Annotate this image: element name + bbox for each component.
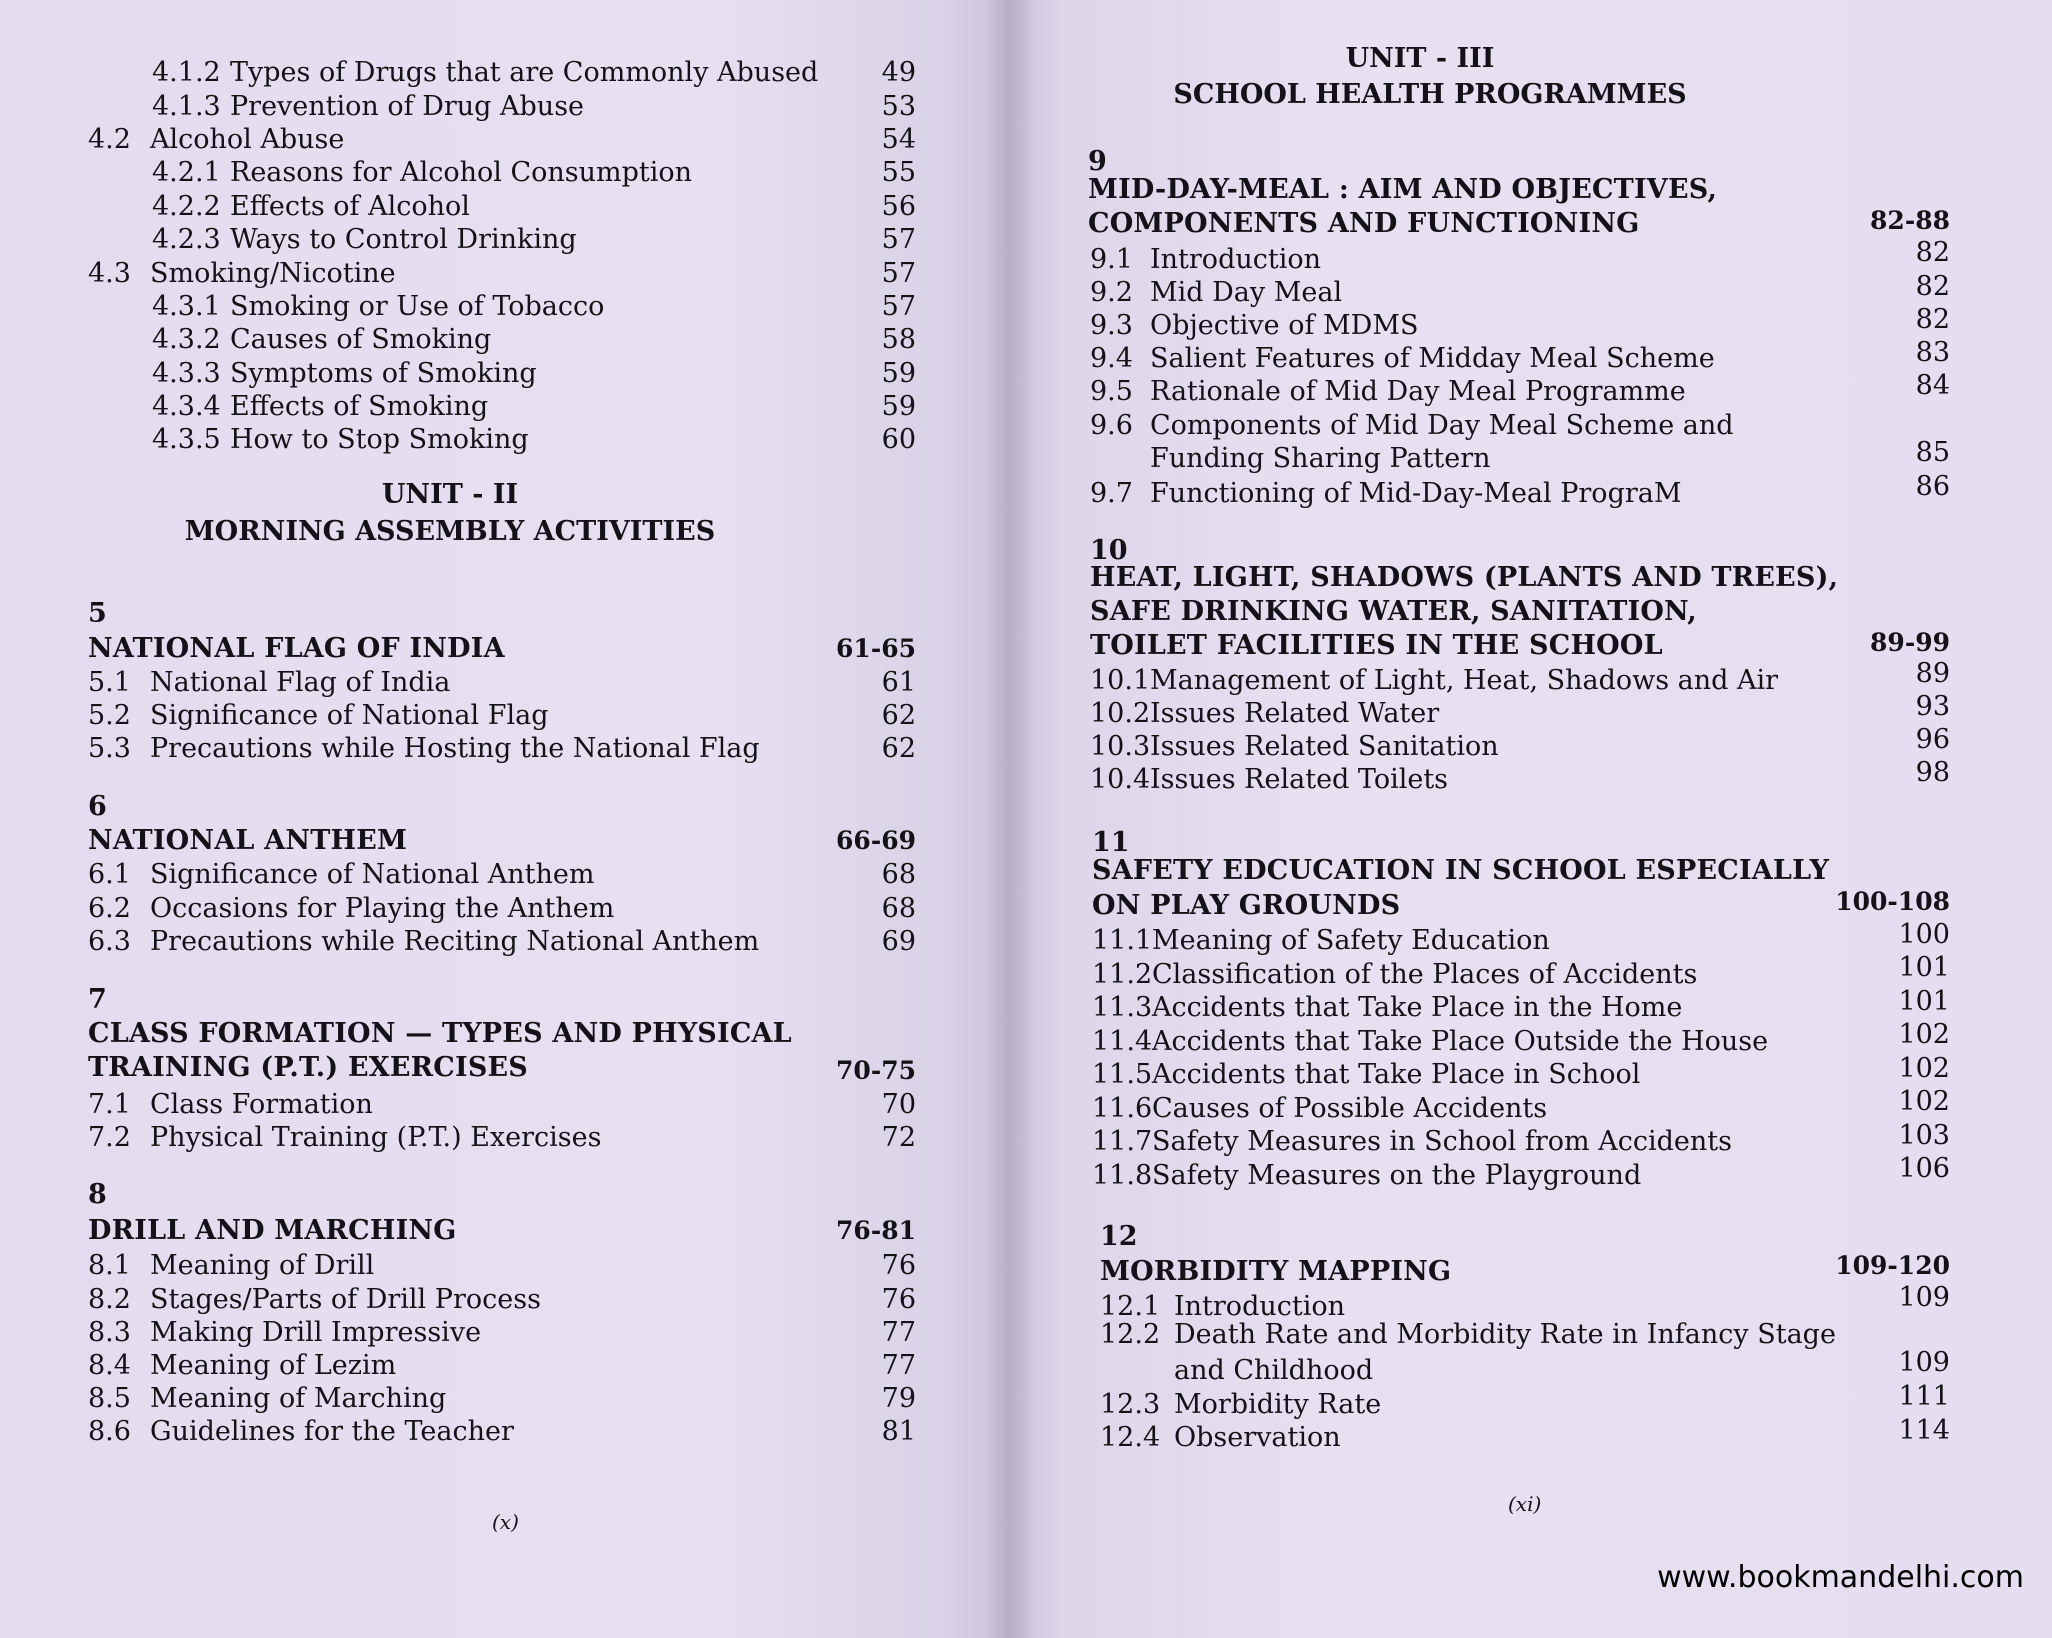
chapter-number: 7	[88, 984, 107, 1015]
toc-entry: 4.2.2 Effects of Alcohol	[152, 191, 470, 222]
page-number: 76	[881, 1284, 916, 1315]
book-gutter	[985, 0, 1035, 1638]
toc-entry: 4.3.3 Symptoms of Smoking	[152, 358, 537, 389]
page-number: 86	[1915, 471, 1950, 502]
toc-entry: 11.3Accidents that Take Place in the Home	[1092, 992, 1683, 1023]
page-number: 62	[881, 733, 916, 764]
chapter-title: TOILET FACILITIES IN THE SCHOOL	[1090, 630, 1663, 661]
unit-title: MORNING ASSEMBLY ACTIVITIES	[184, 516, 716, 547]
toc-entry: 12.2 Death Rate and Morbidity Rate in Infancy Stage	[1100, 1319, 1836, 1350]
chapter-number: 9	[1088, 146, 1107, 177]
toc-entry: 9.4 Salient Features of Midday Meal Scheme	[1090, 343, 1715, 374]
chapter-pages: 89-99	[1870, 628, 1950, 657]
toc-entry: 4.2 Alcohol Abuse	[88, 124, 345, 155]
toc-entry: 4.3 Smoking/Nicotine	[88, 258, 396, 289]
chapter-pages: 76-81	[836, 1216, 916, 1245]
page-number: 60	[881, 424, 916, 455]
toc-entry-continuation: Funding Sharing Pattern	[1150, 443, 1491, 474]
toc-entry: 8.4 Meaning of Lezim	[88, 1350, 397, 1381]
chapter-number: 8	[88, 1179, 107, 1210]
page-number: 101	[1898, 952, 1950, 983]
toc-entry: 8.6 Guidelines for the Teacher	[88, 1416, 514, 1447]
toc-entry: 11.2Classification of the Places of Accidents	[1092, 959, 1698, 990]
chapter-pages: 100-108	[1835, 887, 1950, 916]
folio: (x)	[492, 1510, 519, 1534]
watermark: www.bookmandelhi.com	[1657, 1560, 2024, 1595]
toc-entry: 4.3.4 Effects of Smoking	[152, 391, 489, 422]
chapter-pages: 70-75	[836, 1056, 916, 1085]
toc-entry: 4.1.2 Types of Drugs that are Commonly Abused	[152, 57, 819, 88]
chapter-number: 11	[1092, 827, 1130, 858]
page-number: 82	[1915, 304, 1950, 335]
toc-entry: 11.8Safety Measures on the Playground	[1092, 1160, 1642, 1191]
chapter-title: ON PLAY GROUNDS	[1092, 890, 1401, 921]
toc-entry: 5.1 National Flag of India	[88, 667, 451, 698]
right-page	[1010, 0, 2052, 1638]
page-number: 54	[881, 124, 916, 155]
toc-entry: 4.3.1 Smoking or Use of Tobacco	[152, 291, 605, 322]
page-number: 102	[1898, 1053, 1950, 1084]
page-number: 72	[881, 1122, 916, 1153]
toc-entry: 11.1Meaning of Safety Education	[1092, 925, 1550, 956]
page-number: 81	[881, 1416, 916, 1447]
page-number: 83	[1915, 337, 1950, 368]
page-number: 109	[1898, 1347, 1950, 1378]
toc-entry: 4.2.1 Reasons for Alcohol Consumption	[152, 157, 693, 188]
chapter-title: NATIONAL FLAG OF INDIA	[88, 633, 505, 664]
page-number: 98	[1915, 757, 1950, 788]
chapter-title: DRILL AND MARCHING	[88, 1215, 457, 1246]
page-number: 100	[1898, 919, 1950, 950]
page-number: 109	[1898, 1282, 1950, 1313]
page-number: 68	[881, 893, 916, 924]
page-number: 62	[881, 700, 916, 731]
toc-entry: 6.1 Significance of National Anthem	[88, 859, 595, 890]
toc-entry: 12.3 Morbidity Rate	[1100, 1389, 1382, 1420]
chapter-number: 5	[88, 598, 107, 629]
toc-entry: 9.6 Components of Mid Day Meal Scheme and	[1090, 410, 1734, 441]
page-number: 57	[881, 224, 916, 255]
toc-entry: 6.2 Occasions for Playing the Anthem	[88, 893, 615, 924]
left-page	[0, 0, 1010, 1638]
page-number: 77	[881, 1350, 916, 1381]
chapter-pages: 66-69	[836, 826, 916, 855]
chapter-number: 6	[88, 791, 107, 822]
toc-entry: 12.4 Observation	[1100, 1422, 1341, 1453]
toc-entry: 11.5Accidents that Take Place in School	[1092, 1059, 1641, 1090]
page-number: 111	[1898, 1381, 1950, 1412]
toc-entry: 10.1Management of Light, Heat, Shadows and Air	[1090, 665, 1779, 696]
page-number: 57	[881, 291, 916, 322]
page-number: 103	[1898, 1120, 1950, 1151]
page-number: 58	[881, 324, 916, 355]
toc-entry: 10.3Issues Related Sanitation	[1090, 731, 1499, 762]
toc-entry: 9.1 Introduction	[1090, 244, 1321, 275]
toc-entry: 10.2Issues Related Water	[1090, 698, 1440, 729]
chapter-number: 10	[1090, 535, 1128, 566]
toc-entry-continuation: and Childhood	[1174, 1355, 1374, 1386]
chapter-title: MID-DAY-MEAL : AIM AND OBJECTIVES,	[1088, 174, 1718, 205]
toc-entry: 9.2 Mid Day Meal	[1090, 277, 1343, 308]
page-number: 70	[881, 1089, 916, 1120]
toc-entry: 11.7Safety Measures in School from Accidents	[1092, 1126, 1732, 1157]
toc-entry: 12.1 Introduction	[1100, 1291, 1345, 1322]
page-number: 106	[1898, 1153, 1950, 1184]
chapter-title: MORBIDITY MAPPING	[1100, 1256, 1452, 1287]
page-number: 89	[1915, 658, 1950, 689]
toc-entry: 9.3 Objective of MDMS	[1090, 310, 1419, 341]
unit-title: SCHOOL HEALTH PROGRAMMES	[1173, 79, 1687, 110]
unit-label: UNIT - II	[381, 479, 519, 510]
page-number: 59	[881, 358, 916, 389]
toc-entry: 5.2 Significance of National Flag	[88, 700, 549, 731]
toc-entry: 4.3.5 How to Stop Smoking	[152, 424, 529, 455]
toc-entry: 8.3 Making Drill Impressive	[88, 1317, 482, 1348]
page-number: 84	[1915, 370, 1950, 401]
page-number: 69	[881, 926, 916, 957]
chapter-number: 12	[1100, 1221, 1138, 1252]
page-number: 57	[881, 258, 916, 289]
toc-entry: 9.5 Rationale of Mid Day Meal Programme	[1090, 376, 1686, 407]
page-number: 82	[1915, 237, 1950, 268]
page-number: 59	[881, 391, 916, 422]
page-number: 79	[881, 1383, 916, 1414]
chapter-pages: 82-88	[1870, 206, 1950, 235]
toc-entry: 9.7 Functioning of Mid-Day-Meal PrograM	[1090, 478, 1682, 509]
toc-entry: 4.2.3 Ways to Control Drinking	[152, 224, 577, 255]
page-number: 102	[1898, 1019, 1950, 1050]
toc-entry: 8.1 Meaning of Drill	[88, 1250, 375, 1281]
page-number: 61	[881, 667, 916, 698]
page-number: 56	[881, 191, 916, 222]
chapter-pages: 109-120	[1835, 1251, 1950, 1280]
chapter-title: SAFETY EDCUCATION IN SCHOOL ESPECIALLY	[1092, 855, 1830, 886]
toc-entry: 8.2 Stages/Parts of Drill Process	[88, 1284, 541, 1315]
page-number: 114	[1898, 1415, 1950, 1446]
page-number: 96	[1915, 724, 1950, 755]
unit-label: UNIT - III	[1345, 43, 1495, 74]
chapter-title: CLASS FORMATION — TYPES AND PHYSICAL	[88, 1018, 792, 1049]
toc-entry: 11.6Causes of Possible Accidents	[1092, 1093, 1548, 1124]
chapter-title: TRAINING (P.T.) EXERCISES	[88, 1052, 528, 1083]
page-number: 49	[881, 57, 916, 88]
toc-entry: 7.2 Physical Training (P.T.) Exercises	[88, 1122, 602, 1153]
page-number: 68	[881, 859, 916, 890]
chapter-title: NATIONAL ANTHEM	[88, 825, 408, 856]
page-number: 77	[881, 1317, 916, 1348]
page-number: 55	[881, 157, 916, 188]
page-number: 93	[1915, 691, 1950, 722]
folio: (xi)	[1508, 1492, 1542, 1516]
page-number: 53	[881, 91, 916, 122]
toc-entry: 5.3 Precautions while Hosting the National Flag	[88, 733, 760, 764]
toc-entry: 7.1 Class Formation	[88, 1089, 373, 1120]
page-number: 102	[1898, 1086, 1950, 1117]
toc-entry: 10.4Issues Related Toilets	[1090, 764, 1449, 795]
toc-entry: 4.1.3 Prevention of Drug Abuse	[152, 91, 585, 122]
chapter-title: SAFE DRINKING WATER, SANITATION,	[1090, 596, 1697, 627]
toc-entry: 11.4Accidents that Take Place Outside the House	[1092, 1026, 1769, 1057]
toc-entry: 4.3.2 Causes of Smoking	[152, 324, 492, 355]
toc-entry: 8.5 Meaning of Marching	[88, 1383, 447, 1414]
chapter-pages: 61-65	[836, 634, 916, 663]
page-number: 76	[881, 1250, 916, 1281]
toc-entry: 6.3 Precautions while Reciting National Anthem	[88, 926, 760, 957]
page-number: 85	[1915, 437, 1950, 468]
chapter-title: COMPONENTS AND FUNCTIONING	[1088, 208, 1640, 239]
page-number: 82	[1915, 271, 1950, 302]
chapter-title: HEAT, LIGHT, SHADOWS (PLANTS AND TREES),	[1090, 562, 1839, 593]
page-number: 101	[1898, 986, 1950, 1017]
